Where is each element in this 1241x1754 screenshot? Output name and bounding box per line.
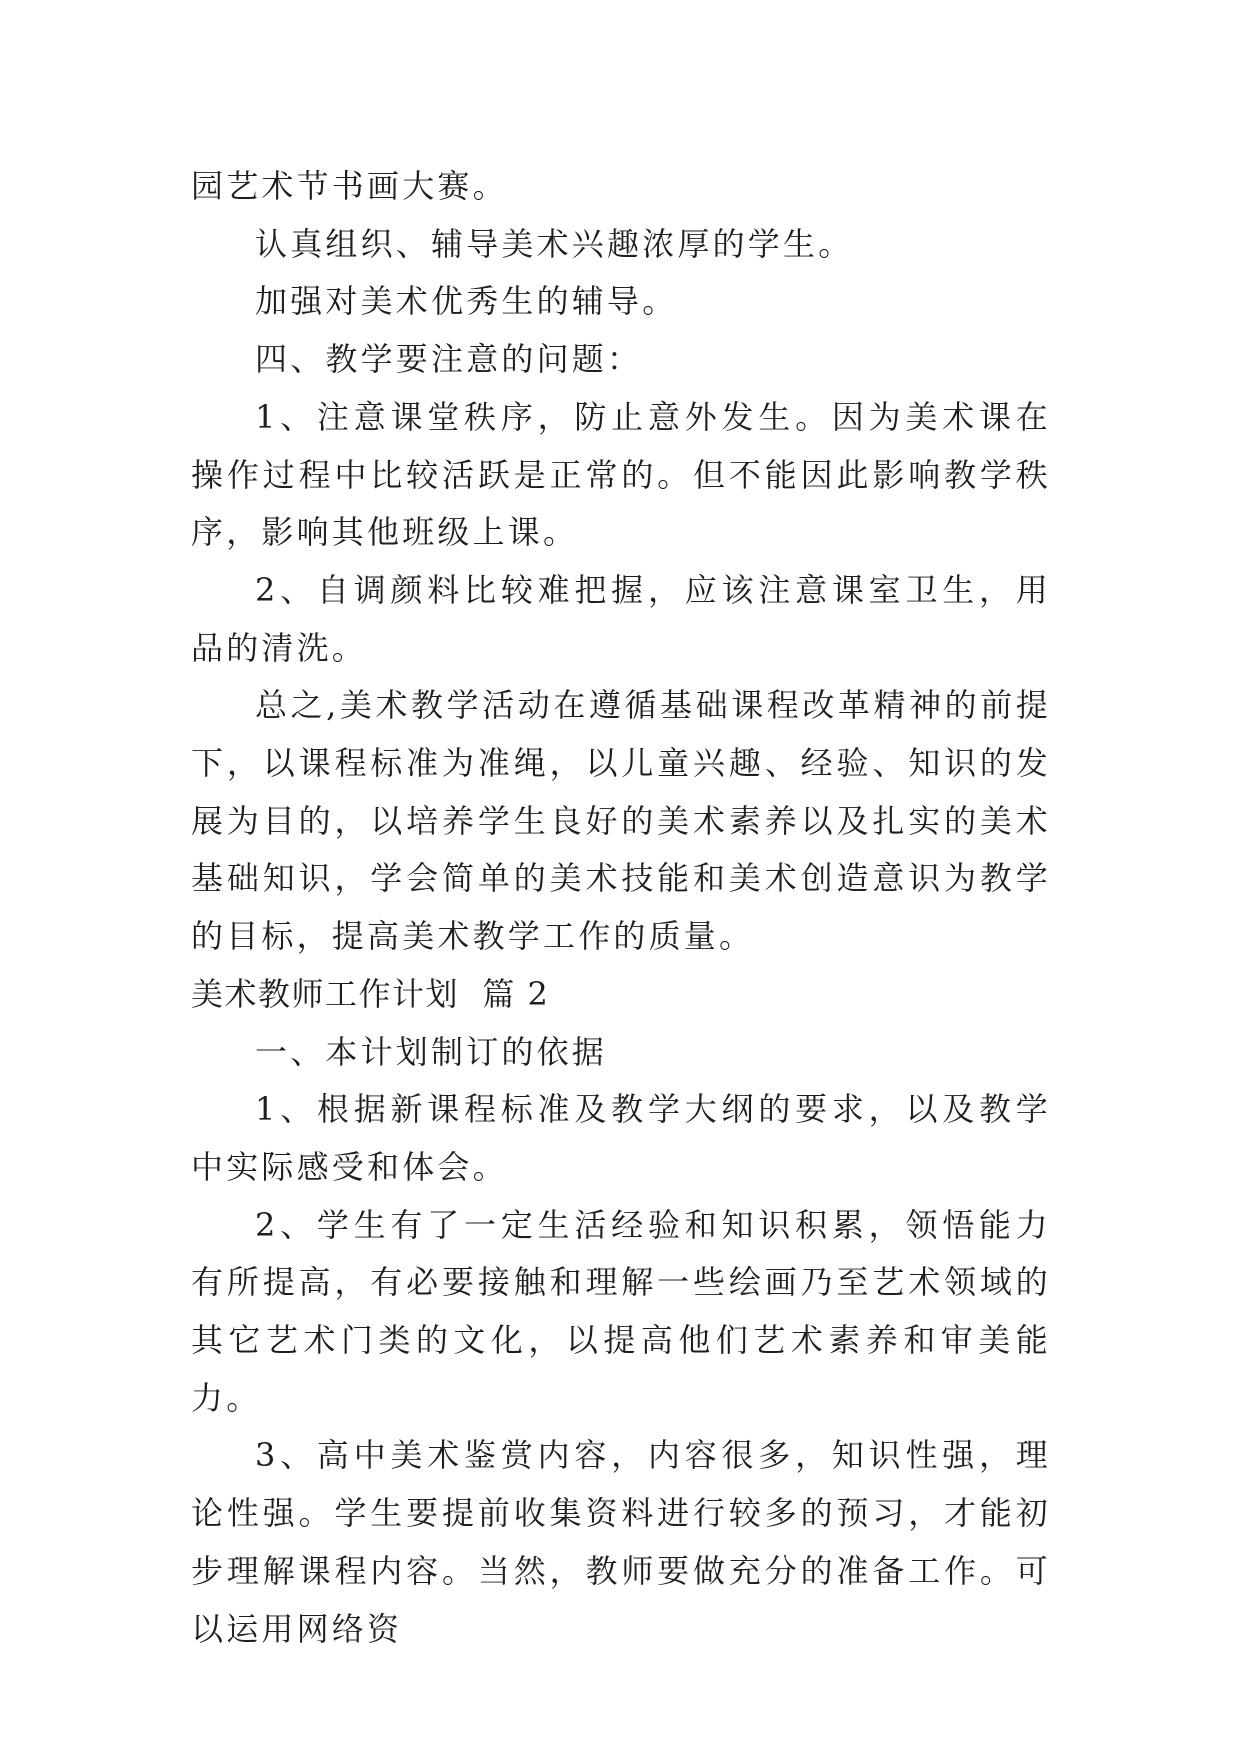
paragraph: 认真组织、辅导美术兴趣浓厚的学生。 bbox=[255, 224, 854, 263]
paragraph: 1、注意课堂秩序，防止意外发生。因为美术课在操作过程中比较活跃是正常的。但不能因此影响教学秩序，影响其他班级上课。 bbox=[191, 397, 1051, 552]
paragraph: 总之,美术教学活动在遵循基础课程改革精神的前提下，以课程标准为准绳，以儿童兴趣、经验、知识的发展为目的，以培养学生良好的美术素养以及扎实的美术基础知识，学会简单的美术技能和美术创造意识为教学的目标，提高美术教学工作的质量。 bbox=[191, 686, 1051, 956]
document-body bbox=[191, 158, 1051, 1658]
paragraph: 加强对美术优秀生的辅导。 bbox=[255, 282, 678, 321]
paragraph: 2、学生有了一定生活经验和知识积累，领悟能力有所提高，有必要接触和理解一些绘画乃至艺术领域的其它艺术门类的文化，以提高他们艺术素养和审美能力。 bbox=[191, 1205, 1051, 1417]
paragraph: 2、自调颜料比较难把握，应该注意课室卫生，用品的清洗。 bbox=[191, 570, 1051, 667]
paragraph: 1、根据新课程标准及教学大纲的要求，以及教学中实际感受和体会。 bbox=[191, 1090, 1051, 1186]
section-heading: 四、教学要注意的问题： bbox=[255, 340, 643, 379]
paragraph: 3、高中美术鉴赏内容，内容很多，知识性强，理论性强。学生要提前收集资料进行较多的预习，才能初步理解课程内容。当然，教师要做充分的准备工作。可以运用网络资 bbox=[191, 1436, 1051, 1648]
paragraph: 园艺术节书画大赛。 bbox=[191, 167, 508, 205]
article-title: 美术教师工作计划 篇 2 bbox=[191, 974, 550, 1013]
section-heading: 一、本计划制订的依据 bbox=[255, 1032, 608, 1071]
